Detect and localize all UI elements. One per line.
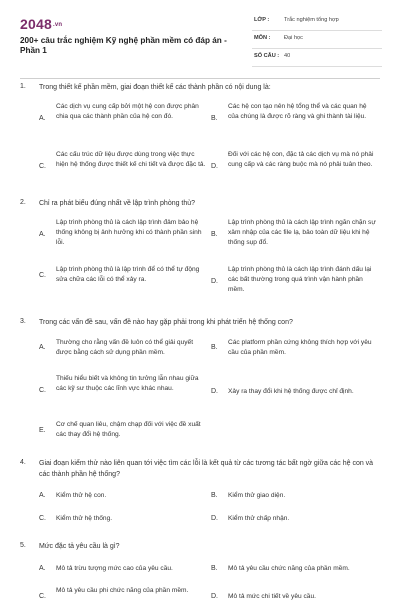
- option-text: Kiểm thử hệ thống.: [56, 515, 113, 522]
- option-text: Kiểm thử chấp nhận.: [228, 515, 290, 522]
- option-letter: A.: [39, 565, 46, 572]
- question-number: 2.: [20, 199, 26, 206]
- option-text: Lập trình phòng thủ là cách lập trình đánh dấu lại các bất thường trong quá trình vận hành phần mềm.: [228, 266, 372, 293]
- meta-value: Đại học: [284, 35, 303, 41]
- option-letter: A.: [39, 115, 46, 122]
- option-letter: B.: [211, 344, 218, 351]
- logo-suffix: .vn: [52, 22, 63, 29]
- site-logo[interactable]: [20, 16, 62, 32]
- option-text: Mô tả mức chi tiết về yêu cầu.: [228, 593, 316, 600]
- option-text: Thường cho rằng vấn đề luôn có thể giải quyết được bằng cách sử dụng phần mềm.: [56, 339, 194, 356]
- option-text: Mô tả yêu cầu phi chức năng của phần mềm.: [56, 587, 189, 594]
- question-number: 4.: [20, 459, 26, 466]
- header-divider: [20, 78, 380, 79]
- option-letter: C.: [39, 387, 46, 394]
- option-text: Các hệ con tạo nên hệ tổng thể và các quan hệ của chúng là được rõ ràng và ghi thành tài liệu.: [228, 103, 367, 120]
- meta-value: 40: [284, 53, 291, 59]
- option-text: Xảy ra thay đổi khi hệ thống được chỉ định.: [228, 388, 354, 395]
- option-text: Các platform phần cứng không thích hợp với yêu cầu của phần mềm.: [228, 339, 372, 356]
- option-letter: C.: [39, 272, 46, 279]
- option-text: Kiểm thử giao diện.: [228, 492, 286, 499]
- option-letter: B.: [211, 115, 218, 122]
- option-letter: E.: [39, 427, 46, 434]
- meta-row-class: [252, 13, 382, 31]
- option-letter: D.: [211, 593, 218, 600]
- option-letter: D.: [211, 515, 218, 522]
- question-number: 5.: [20, 542, 26, 549]
- document-title: 200+ câu trắc nghiệm Kỹ nghệ phần mềm có đáp án - Phần 1: [20, 36, 227, 56]
- option-text: Thiếu hiểu biết và không tin tưởng lẫn nhau giữa các kỹ sư thuộc các lĩnh vực khác nhau.: [56, 375, 199, 392]
- option-letter: D.: [211, 163, 218, 170]
- option-text: Các dịch vụ cung cấp bởi một hệ con được phân chia qua các thành phần của hệ con đó.: [56, 103, 199, 120]
- option-text: Lập trình phòng thủ là cách lập trình đảm bảo hệ thống không bị ảnh hưởng khi có thành phần sinh lỗi.: [56, 219, 202, 246]
- option-letter: A.: [39, 231, 46, 238]
- option-text: Mô tả trừu tượng mức cao của yêu cầu.: [56, 565, 173, 572]
- option-letter: B.: [211, 565, 218, 572]
- option-letter: C.: [39, 593, 46, 600]
- question-number: 1.: [20, 83, 26, 90]
- option-text: Đối với các hệ con, đặc tả các dịch vụ mà nó phải cung cấp và các ràng buộc mà nó phải tuân theo.: [228, 151, 374, 168]
- option-letter: C.: [39, 515, 46, 522]
- option-letter: D.: [211, 388, 218, 395]
- option-letter: D.: [211, 278, 218, 285]
- option-text: Cơ chế quan liêu, chậm chạp đối với việc đề xuất các thay đổi hệ thống.: [56, 421, 201, 438]
- question-text: Trong các vấn đề sau, vấn đề nào hay gặp phải trong khi phát triển hệ thống con?: [39, 319, 293, 326]
- document-header: [0, 0, 400, 70]
- option-text: Lập trình phòng thủ là cách lập trình ngăn chặn sự xâm nhập của các file lạ, bảo toàn dữ liệu khi hệ thống sụp đổ.: [228, 219, 376, 246]
- meta-value: Trắc nghiệm tổng hợp: [284, 17, 339, 23]
- meta-label: LỚP :: [254, 17, 270, 23]
- option-text: Kiểm thử hệ con.: [56, 492, 107, 499]
- question-text: Trong thiết kế phần mềm, giai đoạn thiết kế các thành phần có nội dung là:: [39, 84, 271, 91]
- question-text: Chỉ ra phát biểu đúng nhất về lập trình phòng thủ?: [39, 200, 196, 207]
- question-text: Giai đoạn kiểm thử nào liên quan tới việc tìm các lỗi là kết quả từ các tương tác bất ngờ giữa các hệ con và các thành phần hệ thống?: [39, 460, 374, 478]
- meta-table: [252, 13, 382, 67]
- option-letter: C.: [39, 163, 46, 170]
- option-letter: B.: [211, 231, 218, 238]
- option-text: Mô tả yêu cầu chức năng của phần mềm.: [228, 565, 350, 572]
- meta-row-subject: [252, 31, 382, 49]
- question-number: 3.: [20, 318, 26, 325]
- meta-label: SỐ CÂU :: [254, 53, 280, 59]
- option-letter: A.: [39, 492, 46, 499]
- meta-label: MÔN :: [254, 35, 271, 41]
- logo-main: 2048: [20, 16, 52, 32]
- option-text: Lập trình phòng thủ là lập trình để có thể tự động sửa chữa các lỗi có thể xảy ra.: [56, 266, 200, 283]
- question-text: Mức đặc tả yêu cầu là gì?: [39, 543, 120, 550]
- option-text: Các cấu trúc dữ liệu được dùng trong việc thực hiện hệ thống được thiết kế chi tiết và được đặc tả.: [56, 151, 206, 168]
- option-letter: A.: [39, 344, 46, 351]
- meta-row-count: [252, 49, 382, 67]
- option-letter: B.: [211, 492, 218, 499]
